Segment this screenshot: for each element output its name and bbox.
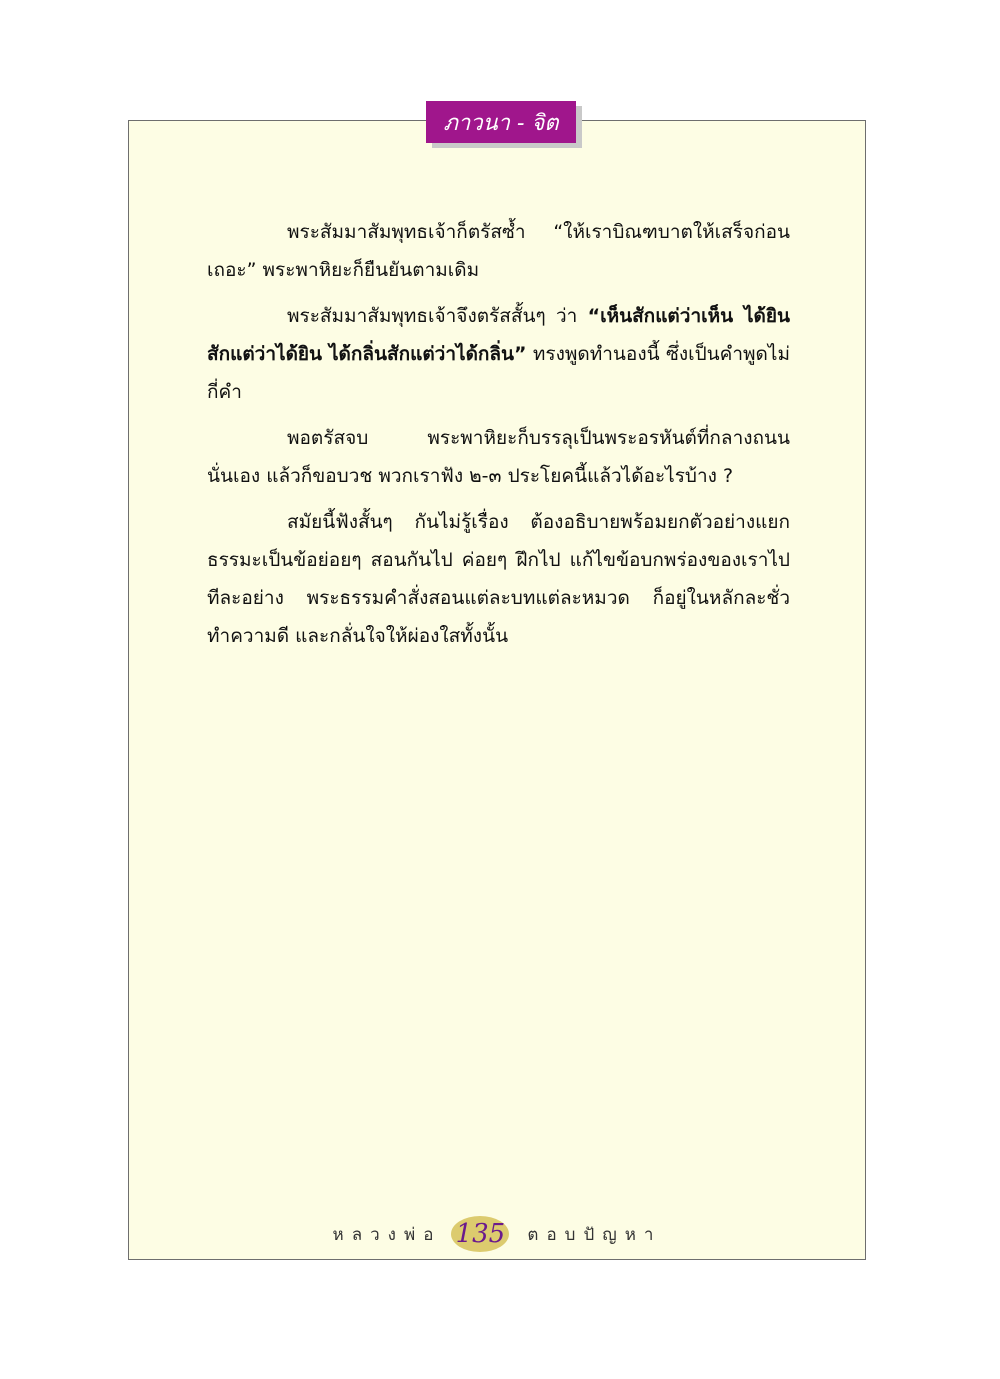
chapter-title-tab xyxy=(426,101,576,143)
paragraph-2 xyxy=(207,297,790,411)
paragraph-4: สมัยนี้ฟังสั้นๆ กันไม่รู้เรื่อง ต้องอธิบายพร้อมยกตัวอย่างแยกธรรมะเป็นข้อย่อยๆ สอนกันไป ค่อยๆ ฝึกไป แก้ไขข้อบกพร่องของเราไปทีละอย่าง พระธรรมคำสั่งสอนแต่ละบทแต่ละหมวด ก็อยู่ในหลักละชั่ว ทำความดี และกลั่นใจให้ผ่องใสทั้งนั้น xyxy=(207,511,790,647)
paragraph-2-quote: “เห็นสักแต่ว่าเห็น ได้ยินสักแต่ว่าได้ยิน ได้กลิ่นสักแต่ว่าได้กลิ่น” xyxy=(207,305,791,365)
page-footer xyxy=(128,1212,866,1256)
footer-left-text: หลวงพ่อ xyxy=(332,1224,442,1245)
paragraph-2-rest: ทรงพูดทำนองนี้ ซึ่งเป็นคำพูดไม่กี่คำ xyxy=(207,343,790,403)
paragraph-2-intro: พระสัมมาสัมพุทธเจ้าจึงตรัสสั้นๆ ว่า xyxy=(287,305,588,327)
paragraph-3: พอตรัสจบ พระพาหิยะก็บรรลุเป็นพระอรหันต์ที่กลางถนนนั่นเอง แล้วก็ขอบวช พวกเราฟัง ๒-๓ ประโยคนี้แล้วได้อะไรบ้าง ? xyxy=(207,427,790,487)
footer-right-text: ตอบปัญหา xyxy=(527,1224,662,1245)
chapter-title: ภาวนา - จิต xyxy=(443,110,559,136)
page-number: 135 xyxy=(451,1216,509,1252)
body-text xyxy=(207,213,790,663)
paragraph-1: พระสัมมาสัมพุทธเจ้าก็ตรัสซ้ำ “ให้เราบิณฑบาตให้เสร็จก่อนเถอะ” พระพาหิยะก็ยืนยันตามเดิม xyxy=(207,221,790,281)
